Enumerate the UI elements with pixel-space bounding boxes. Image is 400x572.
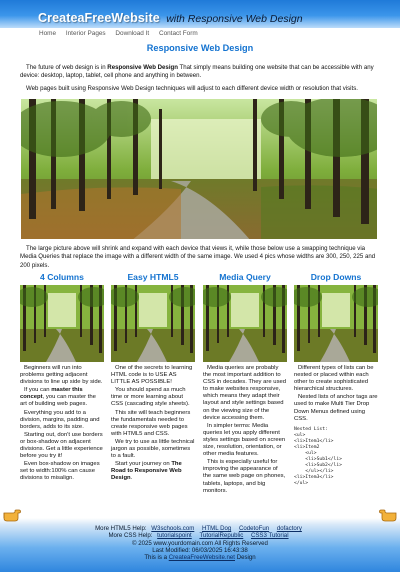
column-forest-image [111, 285, 195, 362]
column-paragraph: Even box-shadow on images set to width:100% can cause divisions to misalign. [20, 461, 100, 482]
footer-link-html-dog[interactable]: HTML Dog [202, 525, 232, 532]
column-forest-image [20, 285, 104, 362]
column-paragraph: Beginners will run into problems getting adjacent divisions to line up side by side. [20, 365, 103, 386]
footer-copyright: © 2025 www.yourdomain.com All Rights Reserved [132, 539, 268, 547]
nested-list-code-sample: Nested List: <ul> <li>Item1</li> <li>Item2 <ul> <li>Sub1</li> <li>Sub2</li> </ul></li> <li>Item3</li> </ul> [294, 426, 342, 486]
intro-paragraph-1: The future of web design is in Responsive Web Design That simply means building one website that can be accessible with any device: desktop, laptop, tablet, cell phone and anything in between. [20, 64, 374, 80]
footer-last-modified: Last Modified: 06/03/2025 16:43:38 [152, 546, 248, 554]
footer-design-credit: This is a CreateaFreeWebsite.net Design [144, 554, 256, 562]
footer-link-codetofun[interactable]: CodetoFun [238, 525, 270, 532]
intro-paragraph-3: The large picture above will shrink and expand with each device that views it, while those below use a swapping technique via Media Queries that replace the image with a different width of the same image. We used 4 pics whose widths are 300, 250, 225 and 200 pixels. [20, 245, 376, 269]
site-footer [0, 518, 400, 572]
footer-link-createafreewebsite[interactable]: CreateaFreeWebsite.net [168, 554, 235, 562]
footer-css-help: More CSS Help: tutorialspoint TutorialRepublic CSS3 Tutorial [108, 532, 289, 540]
column-title: 4 Columns [40, 272, 84, 282]
column-paragraph: Different types of lists can be nested or placed within each other to create sophisticated hierarchical structures. [294, 365, 374, 393]
column-forest-image [203, 285, 287, 362]
nav-item-contact-form[interactable]: Contact Form [158, 30, 198, 37]
page-title: Responsive Web Design [146, 43, 254, 53]
column-paragraph: In simpler terms: Media queries let you apply different styles settings based on screen size, resolution, orientation, or other media features. [203, 422, 286, 458]
nav-item-interior-pages[interactable]: Interior Pages [65, 30, 106, 37]
pointing-hand-left-icon [379, 507, 397, 523]
column-paragraph: Media queries are probably the most important addition to CSS in decades. They are used to make websites responsive, which means they adapt their layout and style settings based on the viewing size of the device accessing them. [203, 365, 287, 421]
footer-html5-help: More HTML5 Help: W3schools.com HTML Dog CodetoFun dofactory [95, 525, 302, 532]
hero-forest-image [20, 98, 378, 240]
column-paragraph: Everything you add to a division, margins, padding and borders, adds to its size. [20, 409, 100, 430]
pointing-hand-right-icon [3, 507, 21, 523]
column-paragraph: Start your journey on The Road to Responsive Web Design. [111, 461, 182, 482]
column-paragraph: Starting out, don't use borders or box-shadow on adjacent divisions. Get a little experience before you try it! [20, 431, 103, 460]
footer-link-tutorialspoint[interactable]: tutorialspoint [157, 532, 192, 540]
column-easy-html5 [111, 272, 195, 483]
nav-item-download[interactable]: Download It [115, 30, 150, 37]
column-4-columns [20, 272, 104, 483]
column-paragraph: This is especially useful for improving the appearance of the same web page on phones, tablets, laptops, and big monitors. [203, 459, 286, 494]
column-title: Drop Downs [310, 272, 362, 282]
intro-paragraph-2: Web pages built using Responsive Web Design techniques will adjust to each different device width or resolution that visits. [26, 85, 358, 92]
site-tagline: with Responsive Web Design [166, 13, 303, 25]
column-title: Easy HTML5 [127, 272, 179, 282]
column-paragraph: We try to use as little technical jargon as possible, sometimes to a fault. [111, 438, 195, 460]
main-nav [0, 30, 400, 42]
site-header [0, 0, 400, 28]
column-paragraph: If you can master this concept, you can master the art of building web pages. [20, 387, 96, 408]
column-media-query [203, 272, 287, 495]
footer-link-css3-tutorial[interactable]: CSS3 Tutorial [250, 532, 289, 540]
column-forest-image [294, 285, 378, 362]
column-paragraph: One of the secrets to learning HTML code is to USE AS LITTLE AS POSSIBLE! [111, 365, 193, 386]
footer-link-tutorialrepublic[interactable]: TutorialRepublic [199, 532, 244, 540]
site-brand[interactable]: CreateaFreeWebsite [38, 11, 160, 25]
column-drop-downs [294, 272, 378, 487]
nav-item-home[interactable]: Home [39, 30, 57, 37]
footer-link-dofactory[interactable]: dofactory [276, 525, 302, 532]
footer-link-w3schools[interactable]: W3schools.com [151, 525, 195, 532]
column-title: Media Query [219, 272, 271, 282]
column-paragraph: You should spend as much time or more learning about CSS (cascading style sheets). [111, 387, 190, 408]
column-paragraph: Nested lists of anchor tags are used to make Multi Tier Drop Down Menus defined using CSS. [294, 394, 378, 422]
column-paragraph: This site will teach beginners the fundamentals needed to create responsive web pages with HTML5 and CSS. [111, 409, 191, 437]
